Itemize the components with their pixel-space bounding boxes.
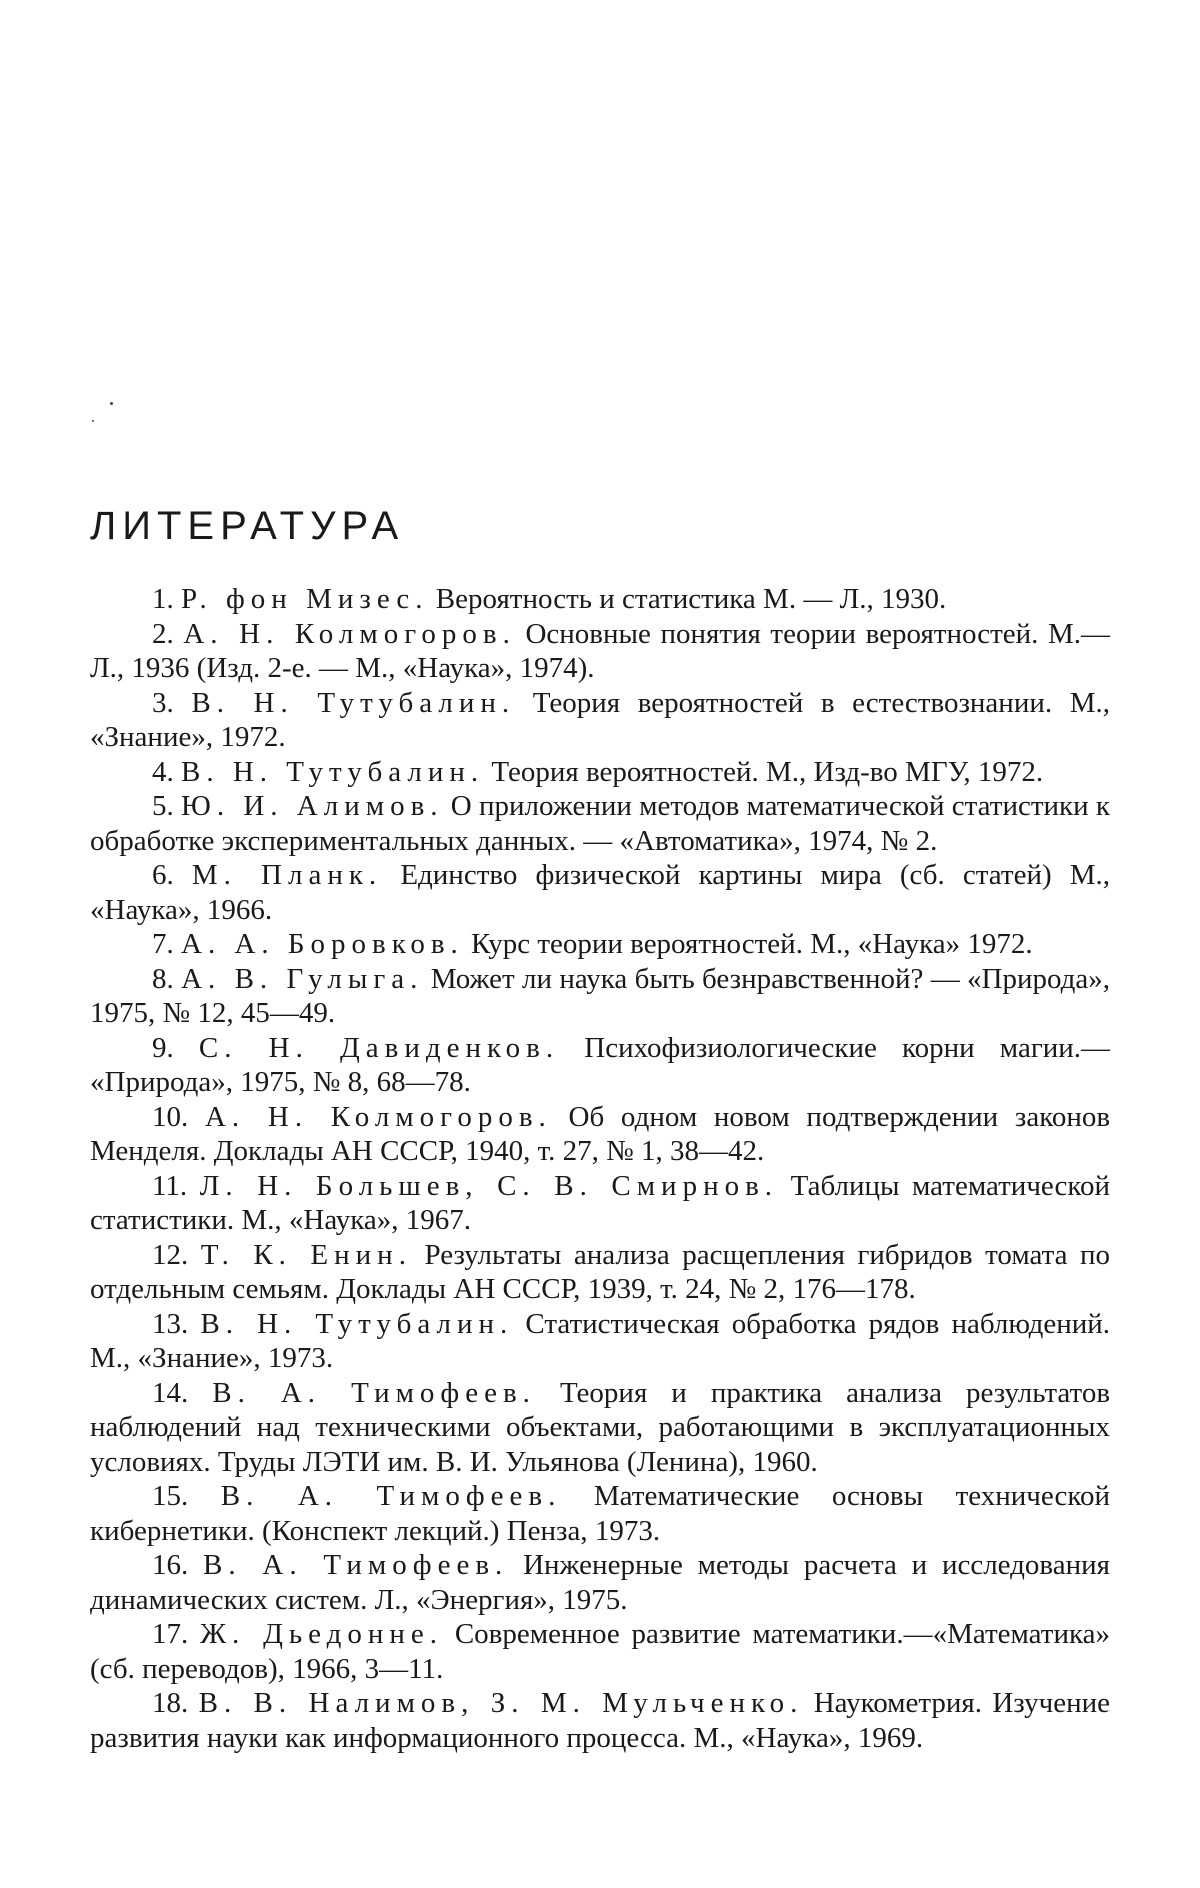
reference-text: Статистическая обработка рядов наблюдений. М., «Знание», 1973. [90, 1307, 1111, 1374]
reference-number: 18. [152, 1687, 189, 1719]
reference-number: 3. [152, 686, 174, 719]
reference-author: М. Планк. [191, 859, 383, 891]
reference-number: 15. [152, 1480, 189, 1512]
reference-author: А. В. Гулыга. [181, 962, 424, 995]
reference-text: Теория вероятностей в естествознании. М., «Знание», 1972. [90, 686, 1111, 753]
reference-text: Наукометрия. Изучение развития науки как информационного процесса. М., «Наука», 1969. [90, 1687, 1111, 1754]
reference-text: Об одном новом подтверждении законов Менделя. Доклады АН СССР, 1940, т. 27, № 1, 38—42. [90, 1100, 1111, 1167]
reference-text: Современное развитие математики.—«Математика» (сб. переводов), 1966, 3—11. [90, 1618, 1111, 1685]
reference-number: 1. [152, 583, 174, 615]
reference-author: Т. К. Енин. [200, 1238, 412, 1271]
reference-author: В. Н. Тутубалин. [191, 686, 516, 719]
reference-text: Инженерные методы расчета и исследования динамических систем. Л., «Энергия», 1975. [90, 1549, 1110, 1616]
page-title: ЛИТЕРАТУРА [90, 504, 405, 548]
reference-author: В. В. Налимов, З. М. Мульченко. [198, 1687, 804, 1719]
reference-item [90, 1238, 1110, 1307]
reference-text: О приложении методов математической статистики к обработке экспериментальных данных. — «Автоматика», 1974, № 2. [90, 790, 1110, 857]
reference-number: 7. [152, 928, 174, 960]
reference-item [90, 1686, 1110, 1755]
reference-item [90, 1169, 1110, 1238]
reference-number: 14. [152, 1376, 189, 1409]
reference-author: В. А. Тимофеев. [220, 1480, 562, 1512]
reference-item [90, 927, 1110, 962]
reference-text: Теория вероятностей. М., Изд-во МГУ, 1972. [491, 755, 1044, 788]
reference-number: 5. [152, 790, 174, 822]
reference-text: Курс теории вероятностей. М., «Наука» 1972. [471, 928, 1033, 960]
reference-item [90, 789, 1110, 858]
reference-author: Ж. Дьедонне. [200, 1618, 444, 1650]
reference-number: 17. [152, 1618, 189, 1650]
reference-number: 12. [152, 1238, 189, 1271]
reference-number: 8. [152, 962, 174, 995]
reference-author: В. Н. Тутубалин. [181, 755, 485, 788]
reference-number: 4. [152, 755, 174, 788]
scan-speck [110, 402, 113, 405]
reference-author: Ю. И. Алимов. [181, 790, 444, 822]
reference-text: Теория и практика анализа результатов наблюдений над техническими объектами, работающими в эксплуатационных условиях. Труды ЛЭТИ им. В. И. Ульянова (Ленина), 1960. [90, 1376, 1111, 1478]
reference-item [90, 582, 1110, 617]
reference-item [90, 1548, 1110, 1617]
reference-item [90, 1479, 1110, 1548]
reference-text: Вероятность и статистика М. — Л., 1930. [435, 583, 947, 615]
reference-item [90, 617, 1110, 686]
reference-item [90, 962, 1110, 1031]
reference-text: Единство физической картины мира (сб. статей) М., «Наука», 1966. [90, 859, 1111, 926]
reference-number: 11. [152, 1169, 188, 1202]
reference-number: 2. [152, 617, 174, 650]
reference-item [90, 1617, 1110, 1686]
reference-author: А. А. Боровков. [181, 928, 464, 960]
reference-text: Может ли наука быть безнравственной? — «Природа», 1975, № 12, 45—49. [90, 962, 1111, 1029]
reference-text: Математические основы технической кибернетики. (Конспект лекций.) Пенза, 1973. [90, 1480, 1110, 1547]
reference-author: Л. Н. Большев, С. В. Смирнов. [199, 1169, 779, 1202]
reference-author: В. А. Тимофеев. [212, 1376, 536, 1409]
reference-item [90, 686, 1110, 755]
reference-item [90, 1307, 1110, 1376]
reference-item [90, 1376, 1110, 1480]
reference-item [90, 1100, 1110, 1169]
reference-text: Психофизиологические корни магии.— «Природа», 1975, № 8, 68—78. [90, 1031, 1111, 1098]
reference-author: Р. фон Мизес. [181, 583, 429, 615]
reference-author: В. А. Тимофеев. [203, 1549, 509, 1581]
reference-number: 16. [152, 1549, 189, 1581]
reference-author: А. Н. Колмогоров. [183, 617, 516, 650]
reference-item [90, 755, 1110, 790]
reference-number: 13. [152, 1307, 189, 1340]
scan-speck [92, 420, 94, 422]
reference-author: А. Н. Колмогоров. [204, 1100, 552, 1133]
reference-text: Результаты анализа расщепления гибридов томата по отдельным семьям. Доклады АН СССР, 1939, т. 24, № 2, 176—178. [90, 1238, 1111, 1305]
reference-text: Таблицы математической статистики. М., «Наука», 1967. [90, 1169, 1111, 1236]
reference-list [90, 582, 1110, 1755]
reference-author: В. Н. Тутубалин. [200, 1307, 514, 1340]
reference-item [90, 858, 1110, 927]
reference-number: 6. [152, 859, 174, 891]
reference-author: С. Н. Давиденков. [198, 1031, 560, 1064]
bibliography-page [90, 506, 1110, 1755]
reference-number: 10. [152, 1100, 189, 1133]
reference-item [90, 1031, 1110, 1100]
reference-number: 9. [152, 1031, 174, 1064]
reference-text: Основные понятия теории вероятностей. М.—Л., 1936 (Изд. 2-е. — М., «Наука», 1974). [90, 617, 1111, 684]
